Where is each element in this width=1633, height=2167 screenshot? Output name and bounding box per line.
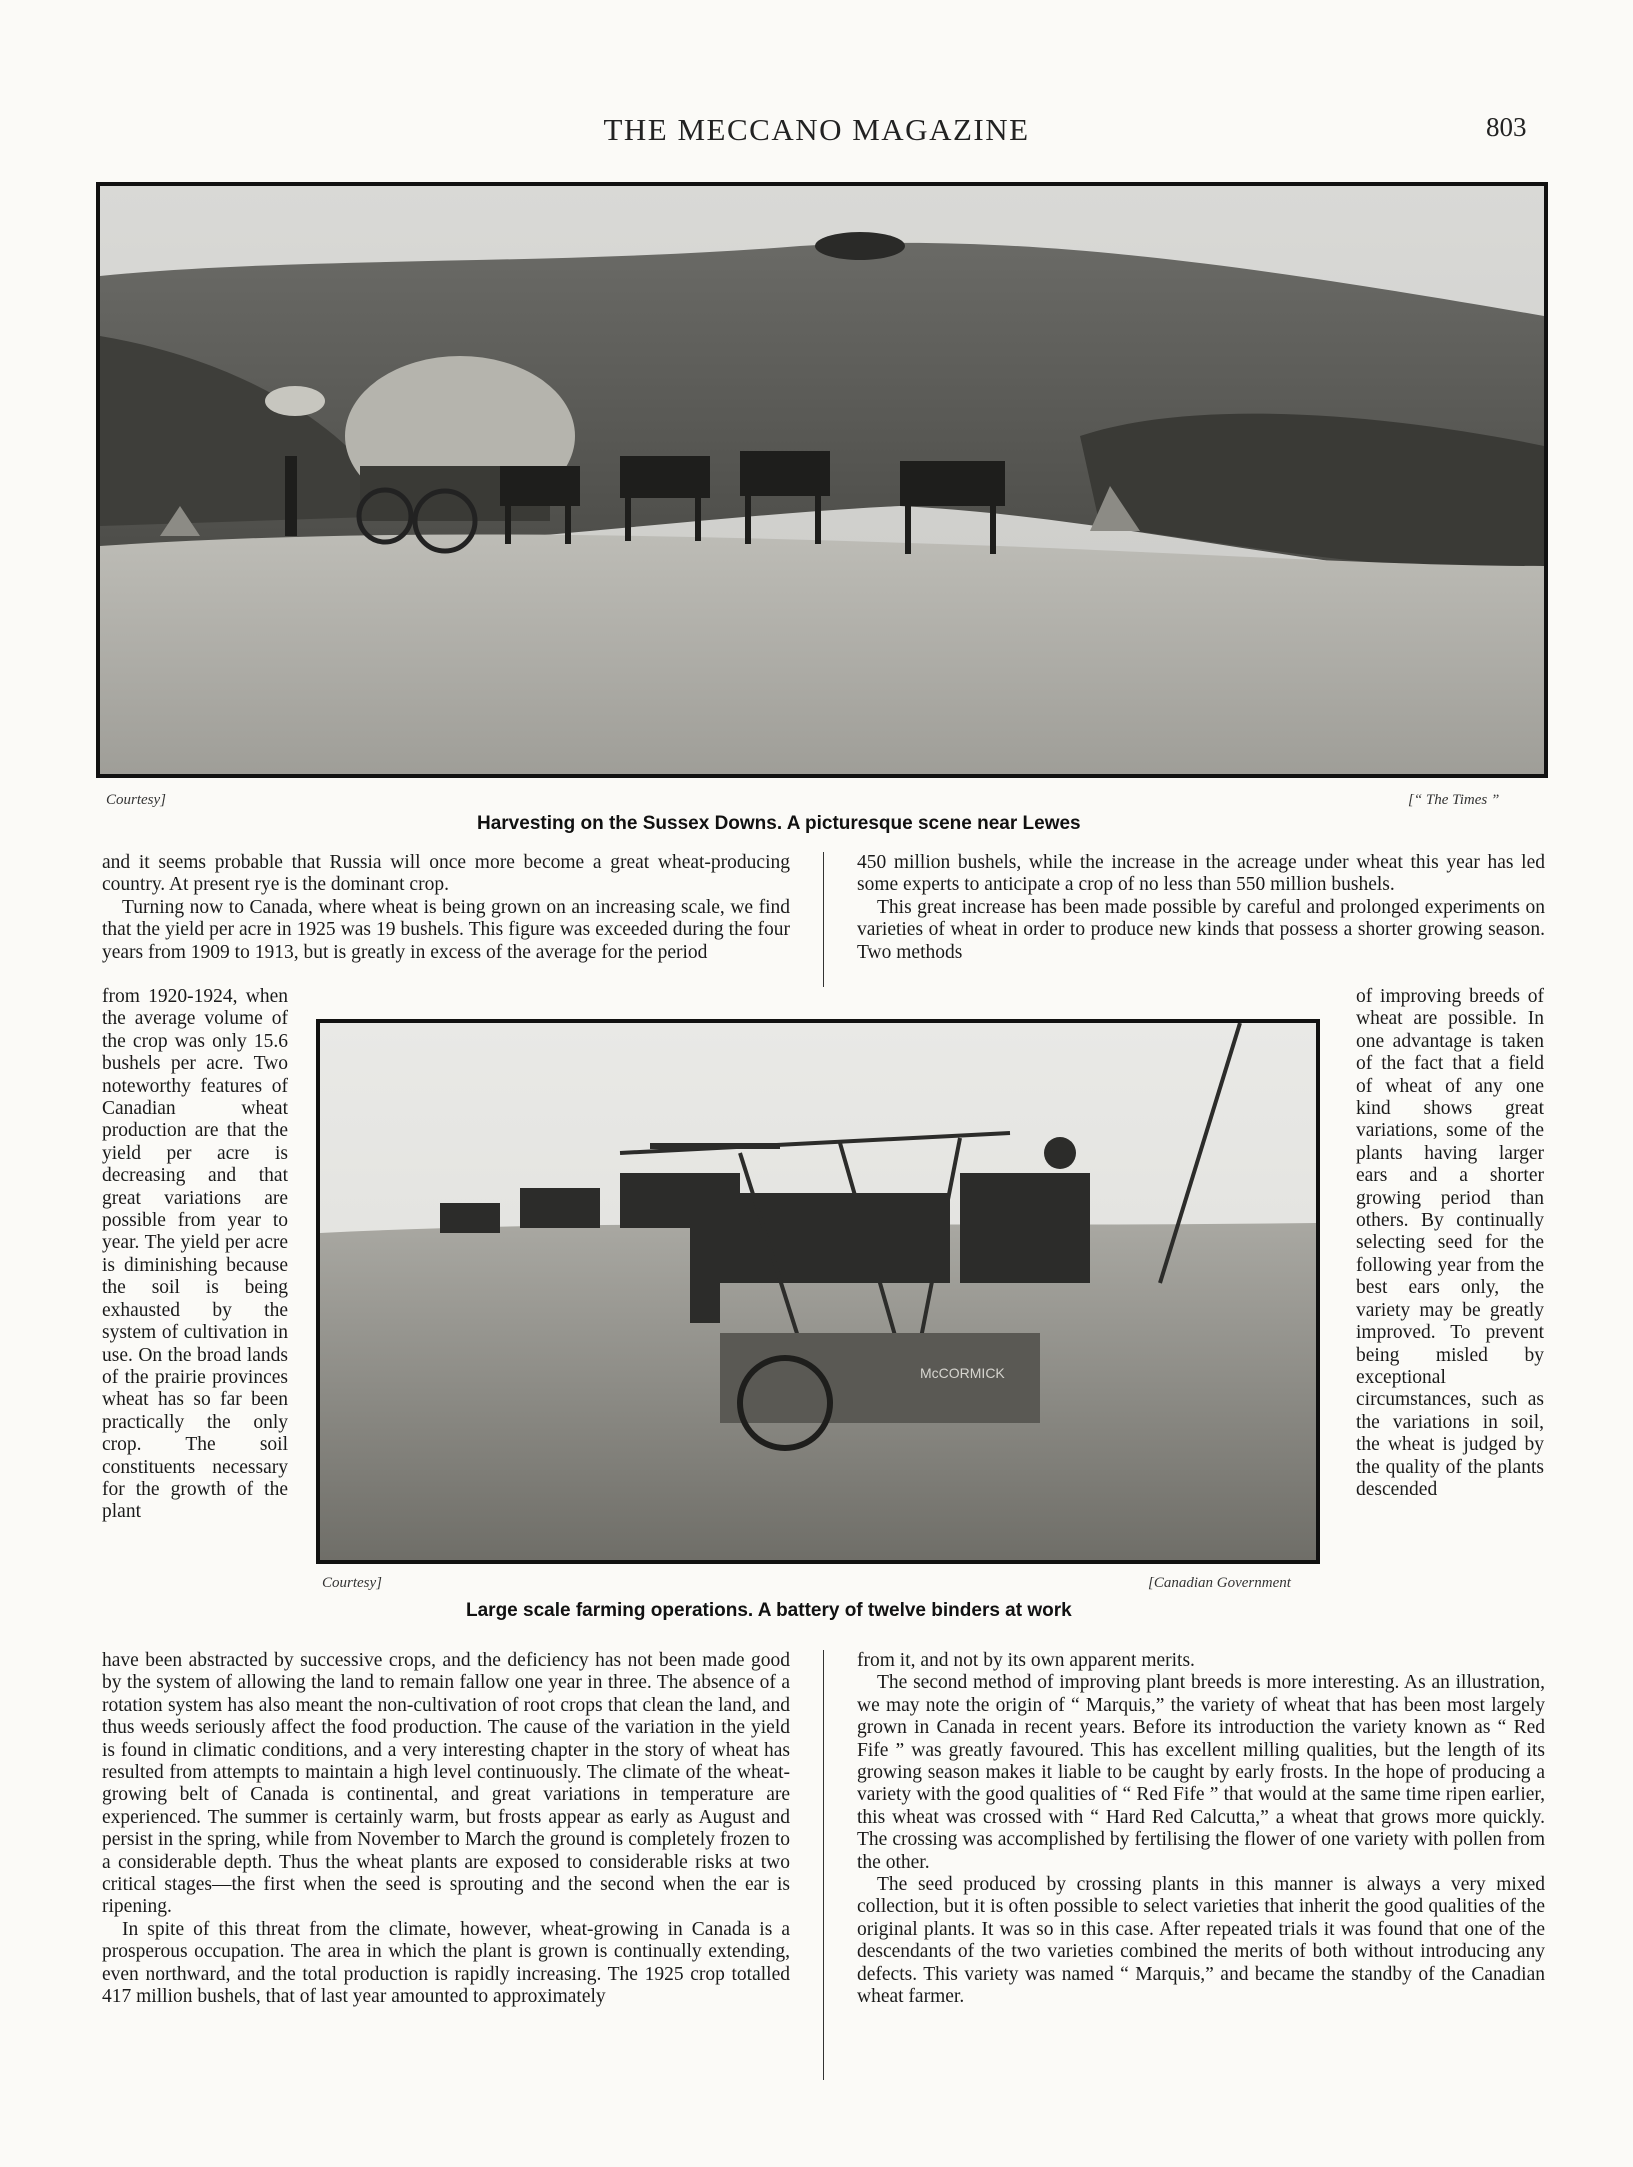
binders-photo	[316, 1019, 1320, 1564]
paragraph: In spite of this threat from the climate, however, wheat-growing in Canada is a prosperous occupation. The area in which the plant is grown is continually extending, even northward, and the total production is rapidly increasing. The 1925 crop totalled 417 million bushels, that of last year amounted to approximately	[102, 1918, 790, 2008]
paragraph: This great increase has been made possible by careful and prolonged experiments on varieties of wheat in order to produce new kinds that possess a shorter growing season. Two methods	[857, 896, 1545, 963]
right-column-wrap	[1356, 986, 1544, 1501]
harvest-photo-image	[100, 186, 1544, 774]
left-column-bottom	[102, 1650, 790, 2009]
paragraph: from it, and not by its own apparent merits.	[857, 1650, 1195, 1671]
middle-photo-caption: Large scale farming operations. A battery of twelve binders at work	[466, 1600, 1072, 1621]
column-rule	[823, 852, 824, 987]
right-column-bottom	[857, 1650, 1545, 2009]
paragraph: 450 million bushels, while the increase in the acreage under wheat this year has led some experts to anticipate a crop of no less than 550 million bushels.	[857, 852, 1545, 896]
right-column-top	[857, 852, 1545, 964]
machine-label: McCORMICK	[920, 1365, 1005, 1381]
paragraph: The second method of improving plant breeds is more interesting. As an illustration, we may note the origin of “ Marquis,” the variety of wheat that has been most largely grown in Canada in recent years. Before its introduction the variety known as “ Red Fife ” was greatly favoured. This has excellent milling qualities, but the length of its growing season makes it liable to be caught by early frosts. In the hope of producing a variety with the good qualities of “ Red Fife ” that would at the same time ripen earlier, this wheat was crossed with “ Hard Red Calcutta,” a wheat that grows more quickly. The crossing was accomplished by fertilising the flower of one variety with pollen from the other.	[857, 1672, 1545, 1873]
left-column-wrap	[102, 986, 288, 1524]
top-photo-credit-left: Courtesy]	[106, 792, 166, 808]
top-photo-credit-right: [“ The Times ”	[1408, 792, 1500, 808]
top-photo-caption: Harvesting on the Sussex Downs. A picturesque scene near Lewes	[477, 813, 1081, 834]
middle-photo-credit-right: [Canadian Government	[1148, 1575, 1291, 1591]
binders-photo-image	[320, 1023, 1316, 1560]
running-title: THE MECCANO MAGAZINE	[603, 112, 1030, 147]
paragraph: have been abstracted by successive crops, and the deficiency has not been made good by the system of allowing the land to remain fallow one year in three. The absence of a rotation system has also meant the non-cultivation of root crops that clean the land, and thus weeds seriously affect the food production. The cause of the variation in the yield is found in climatic conditions, and a very interesting chapter in the story of wheat has resulted from attempts to maintain a high level continuously. The climate of the wheat-growing belt of Canada is continental, and great variations in temperature are experienced. The summer is certainly warm, but frosts appear as early as August and persist in the spring, while from November to March the ground is completely frozen to a considerable depth. Thus the wheat plants are exposed to considerable risks at two critical stages—the first when the seed is sprouting and the second when the ear is ripening.	[102, 1650, 790, 1918]
paragraph: Turning now to Canada, where wheat is being grown on an increasing scale, we find that the yield per acre in 1925 was 19 bushels. This figure was exceeded during the four years from 1909 to 1913, but is greatly in excess of the average for the period	[102, 896, 790, 963]
harvest-photo	[96, 182, 1548, 778]
paragraph: from 1920-1924, when the average volume of the crop was only 15.6 bushels per acre. Two noteworthy features of Canadian wheat production are that the yield per acre is decreasing and that great variations are possible from year to year. The yield per acre is diminishing because the soil is being exhausted by the system of cultivation in use. On the broad lands of the prairie provinces wheat has so far been practically the only crop. The soil constituents necessary for the growth of the plant	[102, 986, 288, 1523]
page-number: 803	[1486, 112, 1527, 142]
paragraph: of improving breeds of wheat are possible. In one advantage is taken of the fact that a field of wheat of any one kind shows great variations, some of the plants having larger ears and a shorter growing period than others. By continually selecting seed for the following year from the best ears only, the variety may be greatly improved. To prevent being misled by exceptional circumstances, such as the variations in soil, the wheat is judged by the quality of the plants descended	[1356, 986, 1544, 1500]
paragraph: The seed produced by crossing plants in this manner is always a very mixed collection, but it is often possible to select varieties that inherit the good qualities of the original plants. It was so in this case. After repeated trials it was found that one of the descendants of the two varieties combined the merits of both without introducing any defects. This variety was named “ Marquis,” and became the standby of the Canadian wheat farmer.	[857, 1874, 1545, 2008]
paragraph: and it seems probable that Russia will once more become a great wheat-producing country. At present rye is the dominant crop.	[102, 852, 790, 896]
middle-photo-credit-left: Courtesy]	[322, 1575, 382, 1591]
column-rule-lower	[823, 1650, 824, 2080]
left-column-top	[102, 852, 790, 964]
